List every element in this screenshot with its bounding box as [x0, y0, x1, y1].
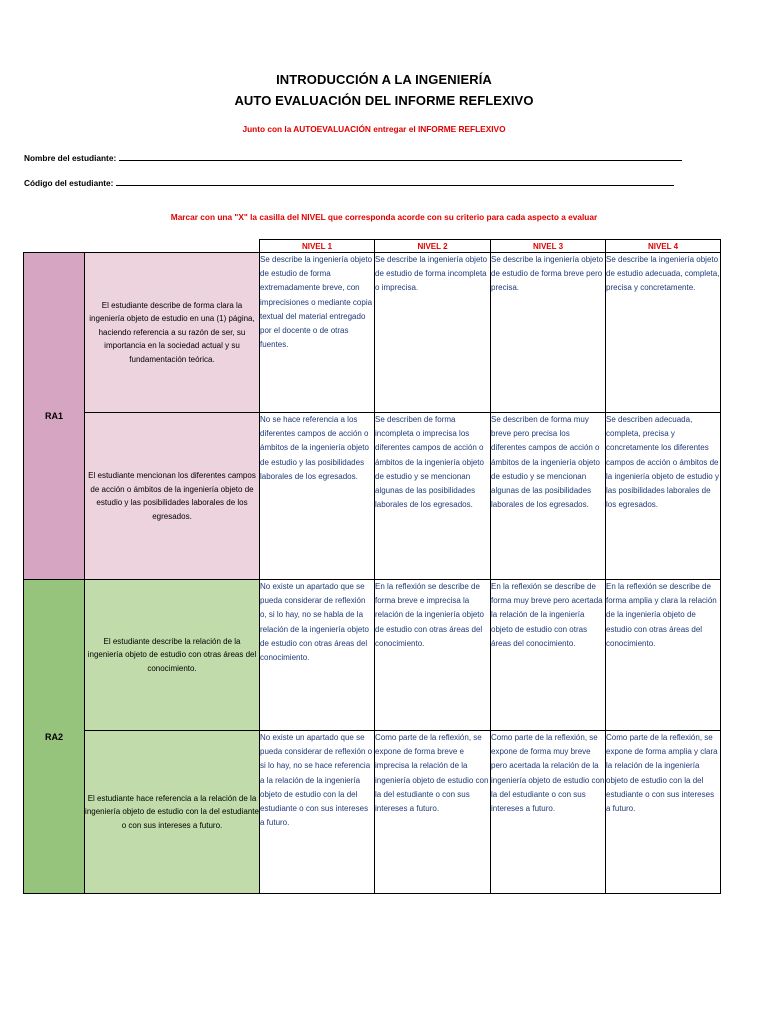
level-4-cell[interactable]: Se describe la ingeniería objeto de estudio adecuada, completa, precisa y concretamente. — [606, 253, 721, 413]
rubric-row — [24, 731, 721, 894]
criterion-cell: El estudiante describe de forma clara la ingeniería objeto de estudio en una (1) página, haciendo referencia a su razón de ser, su importancia en la sociedad actual y su fundamentación teórica. — [85, 253, 260, 413]
blank-cell — [24, 240, 85, 253]
criterion-cell: El estudiante hace referencia a la relación de la ingeniería objeto de estudio con la del estudiante o con sus intereses a futuro. — [85, 731, 260, 894]
level-4-cell[interactable]: En la reflexión se describe de forma amplia y clara la relación de la ingeniería objeto de estudio con otras áreas del conocimiento. — [606, 580, 721, 731]
student-name-blank-line[interactable] — [119, 152, 682, 161]
rubric-row — [24, 253, 721, 413]
level-1-cell[interactable]: No existe un apartado que se pueda considerar de reflexión o si lo hay, no se hace referencia a la relación de la ingeniería objeto de estudio con la del estudiante o con sus intereses a futuro. — [260, 731, 375, 894]
level-3-cell[interactable]: Se describe la ingeniería objeto de estudio de forma breve pero precisa. — [491, 253, 606, 413]
level-4-cell[interactable]: Se describen adecuada, completa, precisa y concretamente los diferentes campos de acción o ámbitos de la ingeniería objeto de estudio y las posibilidades laborales de los egresados. — [606, 413, 721, 580]
level-3-header: NIVEL 3 — [491, 240, 606, 253]
student-code-blank-line[interactable] — [116, 177, 674, 186]
document-subtitle: AUTO EVALUACIÓN DEL INFORME REFLEXIVO — [234, 93, 534, 108]
level-2-cell[interactable]: En la reflexión se describe de forma breve e imprecisa la relación de la ingeniería objeto de estudio con otras áreas del conocimiento. — [375, 580, 491, 731]
level-1-header: NIVEL 1 — [260, 240, 375, 253]
rubric-row — [24, 580, 721, 731]
instruction-text: Marcar con una "X" la casilla del NIVEL que corresponda acorde con su criterio para cada aspecto a evaluar — [170, 212, 598, 222]
ra1-label: RA1 — [24, 253, 85, 580]
level-2-cell[interactable]: Se describen de forma incompleta o imprecisa los diferentes campos de acción o ámbitos de la ingeniería objeto de estudio y se mencionan algunas de las posibilidades laborales de los egresados. — [375, 413, 491, 580]
criterion-cell: El estudiante describe la relación de la ingeniería objeto de estudio con otras áreas del conocimiento. — [85, 580, 260, 731]
level-1-cell[interactable]: Se describe la ingeniería objeto de estudio de forma extremadamente breve, con imprecisiones o mediante copia textual del material entregado por el docente o de otras fuentes. — [260, 253, 375, 413]
level-1-cell[interactable]: No se hace referencia a los diferentes campos de acción o ámbitos de la ingeniería objeto de estudio y las posibilidades laborales de los egresados. — [260, 413, 375, 580]
level-4-cell[interactable]: Como parte de la reflexión, se expone de forma amplia y clara la relación de la ingeniería objeto de estudio con la del estudiante o con sus intereses a futuro. — [606, 731, 721, 894]
level-3-cell[interactable]: En la reflexión se describe de forma muy breve pero acertada la relación de la ingeniería objeto de estudio con otras áreas del conocimiento. — [491, 580, 606, 731]
level-1-cell[interactable]: No existe un apartado que se pueda considerar de reflexión o, si lo hay, no se habla de la relación de la ingeniería objeto de estudio con otras áreas del conocimiento. — [260, 580, 375, 731]
blank-cell — [85, 240, 260, 253]
criterion-cell: El estudiante mencionan los diferentes campos de acción o ámbitos de la ingeniería objeto de estudio y las posibilidades laborales de los egresados. — [85, 413, 260, 580]
student-code-field — [24, 177, 674, 188]
level-4-header: NIVEL 4 — [606, 240, 721, 253]
student-name-field — [24, 152, 682, 163]
level-2-cell[interactable]: Se describe la ingeniería objeto de estudio de forma incompleta o imprecisa. — [375, 253, 491, 413]
student-code-label: Código del estudiante: — [24, 178, 114, 188]
rubric-table — [23, 239, 721, 894]
document-title: INTRODUCCIÓN A LA INGENIERÍA — [276, 72, 492, 87]
level-header-row — [24, 240, 721, 253]
submission-note: Junto con la AUTOEVALUACIÓN entregar el INFORME REFLEXIVO — [242, 124, 506, 134]
level-2-header: NIVEL 2 — [375, 240, 491, 253]
student-name-label: Nombre del estudiante: — [24, 153, 117, 163]
level-3-cell[interactable]: Como parte de la reflexión, se expone de forma muy breve pero acertada la relación de la ingeniería objeto de estudio con la del estudiante o con sus intereses a futuro. — [491, 731, 606, 894]
level-3-cell[interactable]: Se describen de forma muy breve pero precisa los diferentes campos de acción o ámbitos de la ingeniería objeto de estudio y se mencionan algunas de las posibilidades laborales de los egresados. — [491, 413, 606, 580]
ra2-label: RA2 — [24, 580, 85, 894]
level-2-cell[interactable]: Como parte de la reflexión, se expone de forma breve e imprecisa la relación de la ingeniería objeto de estudio con la del estudiante o con sus intereses a futuro. — [375, 731, 491, 894]
rubric-row — [24, 413, 721, 580]
